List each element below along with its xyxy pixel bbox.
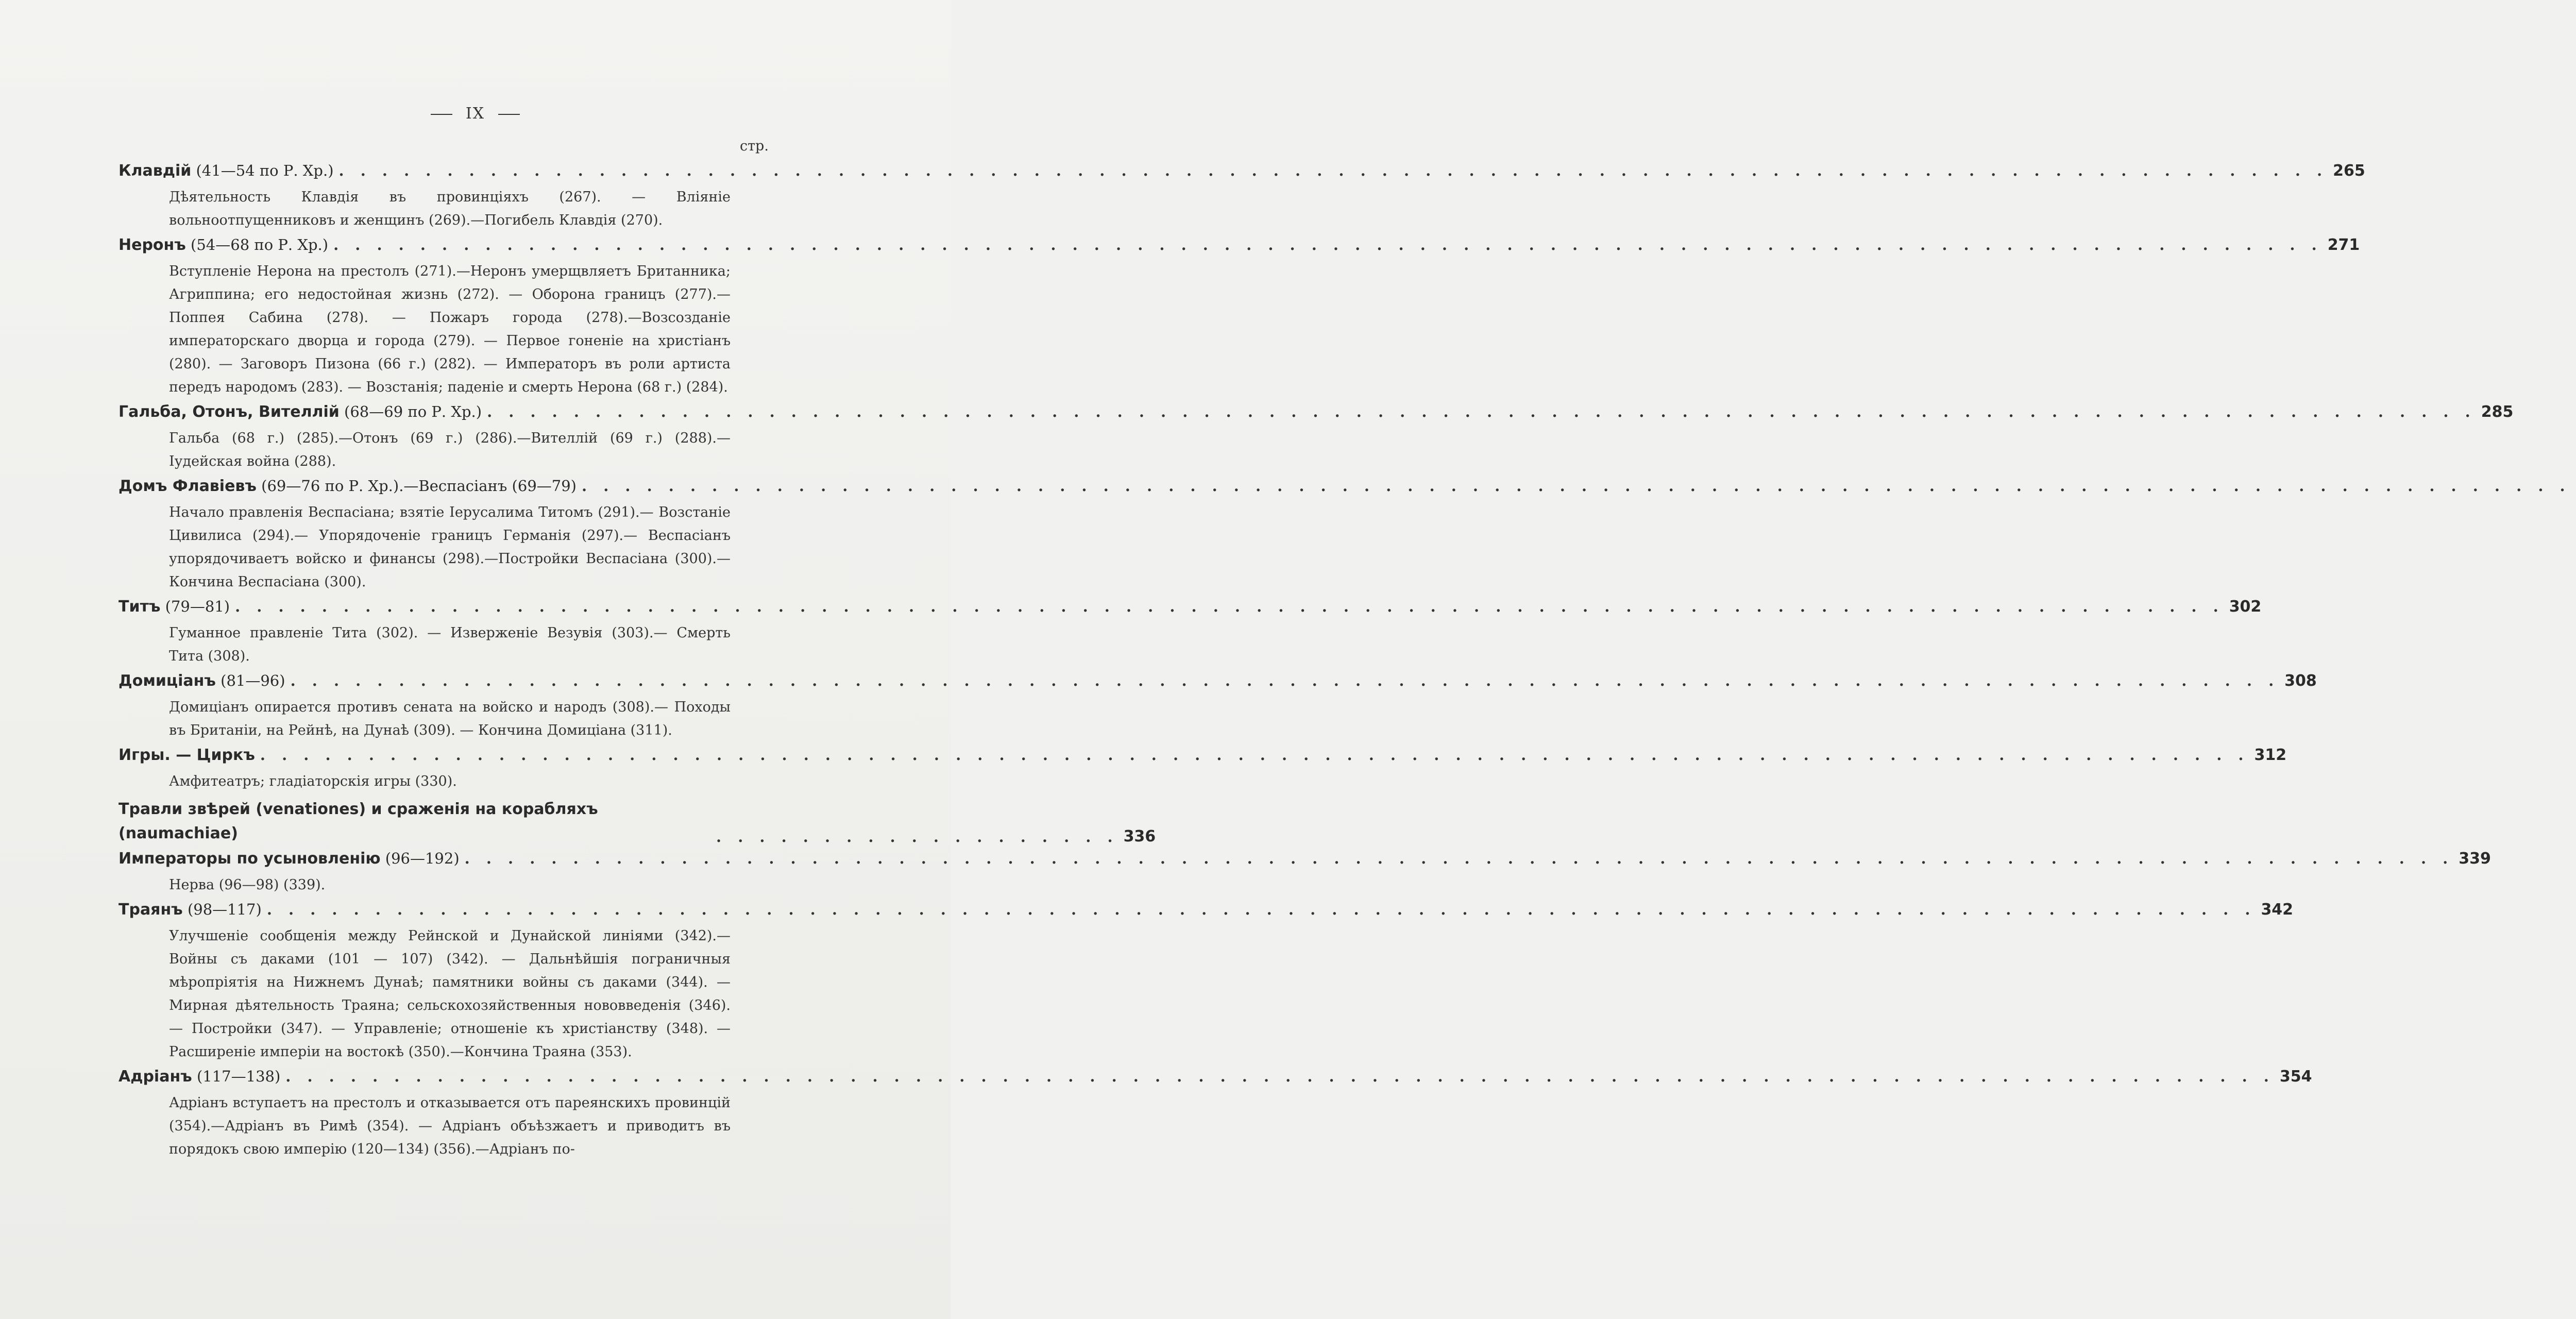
entry-page: 342: [2261, 901, 2294, 919]
entry-title: Домиціанъ: [118, 672, 216, 690]
table-of-contents: [118, 162, 2571, 1165]
entry-title: Домъ Флавіевъ: [118, 477, 257, 495]
entry-summary: Амфитеатръ; гладіаторскія игры (330).: [169, 773, 457, 789]
entry-page: 308: [2284, 672, 2317, 690]
entry-title: Травли звѣрей (venationes) и сраженія на корабляхъ (naumachiae): [118, 800, 598, 842]
dot-leader: . . . . . . . . . . . . . . . . . . . . . . . . . . . . . . . . . . . . . . . . . . . . . . . . . . . . . . . . . . . . . . . . . . . . . . . . . . . . . . . . . . . . . . . . . . . .: [338, 162, 2328, 179]
entry-dates: (96—192): [385, 850, 460, 867]
left-dash: [431, 114, 452, 115]
dot-leader: . . . . . . . . . . . . . . . . . . . . . . . . . . . . . . . . . . . . . . . . . . . . . . . . . . . . . . . . . . . . . . . . . . . . . . . . . . . . . . . . . . . . . . . . . . . .: [333, 236, 2323, 253]
page-number-roman: IX: [465, 105, 485, 123]
toc-entry: [118, 850, 2491, 897]
toc-entry: [118, 901, 2294, 1063]
toc-entry-line: [118, 672, 2317, 696]
entry-summary: Дѣятельность Клавдія въ провинціяхъ (267). — Вліяніе вольноотпущенниковъ и женщинъ (269).—Погибель Клавдія (270).: [169, 189, 731, 228]
entry-title-wrap: [118, 797, 711, 845]
entry-page: 285: [2481, 403, 2514, 421]
entry-dates: (41—54 по Р. Хр.): [196, 162, 334, 179]
toc-entry: [118, 236, 2360, 399]
entry-dates: (69—76 по Р. Хр.).—Веспасіанъ (69—79): [261, 477, 577, 495]
running-head: [0, 105, 951, 123]
dot-leader: . . . . . . . . . . . . . . . . . . . . . . . . . . . . . . . . . . . . . . . . . . . . . . . . . . . . . . . . . . . . . . . . . . . . . . . . . . . . . . . . . . . . . . . . . . . .: [290, 672, 2280, 689]
toc-entry-line: [118, 598, 2262, 621]
toc-entry: [118, 403, 2514, 473]
entry-summary: Начало правленія Веспасіана; взятіе Іерусалима Титомъ (291).— Возстаніе Цивилиса (294).— Упорядоченіе границъ Германія (297).— Веспасіанъ упорядочиваетъ войско и финансы (298).—Постройки Веспасіана (300).—Кончина Веспасіана (300).: [169, 504, 731, 590]
entry-dates: (117—138): [196, 1068, 281, 1085]
dot-leader: . . . . . . . . . . . . . . . . . . . . . . . . . . . . . . . . . . . . . . . . . . . . . . . . . . . . . . . . . . . . . . . . . . . . . . . . . . . . . . . . . . . . . . . . . . . .: [464, 850, 2454, 867]
entry-summary: Адріанъ вступаетъ на престолъ и отказывается отъ пареянскихъ провинцій (354).—Адріанъ въ Римѣ (354). — Адріанъ объѣзжаетъ и приводитъ въ порядокъ свою имперію (120—134) (356).—Адріанъ по-: [169, 1095, 731, 1157]
toc-entry-line: [118, 477, 2571, 501]
entry-summary: Гуманное правленіе Тита (302). — Изверженіе Везувія (303).— Смерть Тита (308).: [169, 625, 731, 664]
entry-title: Гальба, Отонъ, Вителлій: [118, 403, 340, 421]
dot-leader: . . . . . . . . . . . . . . . . . . . . . . . . . . . . . . . . . . . . . . . . . . . . . . . . . . . . . . . . . . . . . . . . . . . . . . . . . . . . . . . . . . . . . . . . . . . .: [266, 901, 2256, 918]
toc-entry-line: [118, 236, 2360, 260]
toc-entry-line: [118, 746, 2287, 770]
right-dash: [498, 114, 520, 115]
dot-leader: . . . . . . . . . . . . . . . . . . . . . . . . . . . . . . . . . . . . . . . . . . . . . . . . . . . . . . . . . . . . . . . . . . . . . . . . . . . . . . . . . . . . . . . . . . . .: [260, 746, 2249, 764]
toc-entry: [118, 672, 2317, 742]
entry-title: Императоры по усыновленію: [118, 850, 381, 868]
toc-entry-line: [118, 901, 2294, 924]
toc-entry: [118, 477, 2571, 594]
dot-leader: . . . . . . . . . . . . . . . . . . . . . . . . . . . . . . . . . . . . . . . . . . . . . . . . . . . . . . . . . . . . . . . . . . . . . . . . . . . . . . . . . . . . . . . . . . . .: [487, 403, 2476, 420]
dot-leader: . . . . . . . . . . . . . . . . . . . . . . . . . . . . . . . . . . . . . . . . . . . . . . . . . . . . . . . . . . . . . . . . . . . . . . . . . . . . . . . . . . . . . . . . . . . .: [235, 598, 2224, 615]
entry-title: Клавдій: [118, 162, 192, 180]
entry-page: 302: [2229, 598, 2262, 616]
entry-page: 265: [2333, 162, 2365, 180]
entry-page: 312: [2254, 746, 2287, 764]
toc-entry: [118, 162, 2365, 232]
entry-summary: Улучшеніе сообщенія между Рейнской и Дунайской линіями (342).— Войны съ даками (101 — 107) (342). — Дальнѣйшія пограничныя мѣропріятія на Нижнемъ Дунаѣ; памятники войны съ даками (344). — Мирная дѣятельность Траяна; сельскохозяйственныя нововведенія (346). — Постройки (347). — Управленіе; отношеніе къ христіанству (348). — Расширеніе имперіи на востокѣ (350).—Кончина Траяна (353).: [169, 928, 731, 1060]
entry-title: Адріанъ: [118, 1068, 192, 1086]
toc-entry-line: [118, 850, 2491, 873]
entry-page: 354: [2279, 1068, 2312, 1086]
toc-entry: [118, 1068, 2312, 1161]
column-head-pages: стр.: [740, 138, 769, 154]
dot-leader: . . . . . . . . . . . . . . . . . . . . . . . . . . . . . . . . . . . . . . . . . . . . . . . . . . . . . . . . . . . . . . . . . . . . . . . . . . . . . . . . . . . . . . . . . . . .: [582, 477, 2571, 495]
entry-page: 336: [1123, 827, 1156, 845]
toc-entry-line: [118, 797, 1156, 845]
entry-page: 339: [2459, 850, 2491, 868]
toc-entry-line: [118, 403, 2514, 427]
entry-page: 271: [2327, 236, 2360, 254]
entry-title: Неронъ: [118, 236, 186, 254]
entry-dates: (79—81): [165, 598, 230, 615]
dot-leader: . . . . . . . . . . . . . . . . . . . . . . . . . . . . . . . . . . . . . . . . . . . . . . . . . . . . . . . . . . . . . . . . . . . . . . . . . . . . . . . . . . . . . . . . . . . .: [285, 1068, 2275, 1085]
toc-entry: [118, 746, 2287, 793]
entry-summary: Гальба (68 г.) (285).—Отонъ (69 г.) (286).—Вителлій (69 г.) (288).— Іудейская война (288).: [169, 430, 731, 469]
entry-summary: Нерва (96—98) (339).: [169, 877, 326, 893]
dot-leader: . . . . . . . . . . . . . . . . . . .: [716, 828, 1118, 845]
entry-summary: Домиціанъ опирается противъ сената на войско и народъ (308).— Походы въ Британіи, на Рейнѣ, на Дунаѣ (309). — Кончина Домиціана (311).: [169, 699, 731, 738]
entry-dates: (68—69 по Р. Хр.): [344, 403, 482, 420]
entry-title: Титъ: [118, 598, 161, 616]
toc-entry: [118, 598, 2262, 668]
entry-dates: (54—68 по Р. Хр.): [191, 236, 329, 253]
entry-dates: (98—117): [187, 901, 262, 918]
entry-title: Траянъ: [118, 901, 183, 919]
toc-entry-line: [118, 1068, 2312, 1091]
entry-title: Игры. — Циркъ: [118, 746, 255, 764]
toc-entry-line: [118, 162, 2365, 185]
entry-summary: Вступленіе Нерона на престолъ (271).—Неронъ умерщвляетъ Британника; Агриппина; его недостойная жизнь (272). — Оборона границъ (277).—Поппея Сабина (278). — Пожаръ города (278).—Возсозданіе императорскаго дворца и города (279). — Первое гоненіе на христіанъ (280). — Заговоръ Пизона (66 г.) (282). — Императоръ въ роли артиста передъ народомъ (283). — Возстанія; паденіе и смерть Нерона (68 г.) (284).: [169, 263, 731, 395]
toc-entry: [118, 797, 1156, 845]
entry-dates: (81—96): [221, 672, 285, 689]
